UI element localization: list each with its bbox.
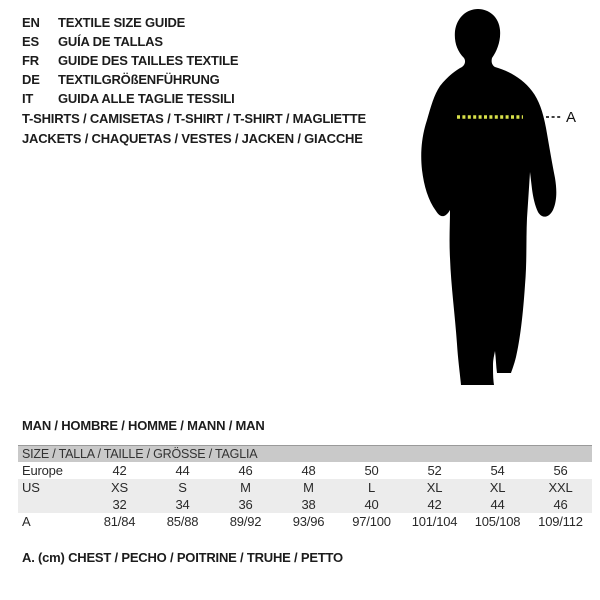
row-label: Europe [22,463,63,478]
size-value: 46 [553,497,568,512]
category-line: JACKETS / CHAQUETAS / VESTES / JACKEN / GIACCHE [22,131,363,146]
table-row [18,462,592,479]
table-row [18,479,592,496]
size-value: 34 [175,497,190,512]
row-label: A [22,514,31,529]
category-line: T-SHIRTS / CAMISETAS / T-SHIRT / T-SHIRT / MAGLIETTE [22,111,366,126]
row-label [18,496,88,513]
size-value: 105/108 [474,514,521,529]
size-value: 38 [301,497,316,512]
row-label: US [22,480,40,495]
guide-title: TEXTILE SIZE GUIDE [58,15,186,30]
size-value: XS [111,480,128,495]
size-table [18,445,592,530]
section-title: MAN / HOMBRE / HOMME / MANN / MAN [22,418,265,433]
size-value: S [178,480,187,495]
size-value: 40 [364,497,379,512]
size-value: 81/84 [103,514,136,529]
size-value: XXL [548,480,573,495]
size-value: 56 [553,463,568,478]
language-code: IT [22,91,34,106]
measurement-footnote: A. (cm) CHEST / PECHO / POITRINE / TRUHE / PETTO [22,550,343,565]
guide-title: GUIDA ALLE TAGLIE TESSILI [58,91,235,106]
size-value: 109/112 [538,514,583,529]
guide-title: TEXTILGRÖßENFÜHRUNG [58,72,220,87]
size-table-body [18,462,592,530]
man-silhouette-shape [421,9,556,385]
size-value: 50 [364,463,379,478]
language-code: DE [22,72,40,87]
size-value: 42 [112,463,127,478]
language-row [22,89,238,108]
size-value: 101/104 [411,514,458,529]
size-value: 54 [490,463,505,478]
size-value: 52 [427,463,442,478]
size-value: 93/96 [292,514,325,529]
language-code: EN [22,15,40,30]
size-value: M [303,480,314,495]
size-value: XL [489,480,506,495]
language-title-list [22,13,238,108]
size-value: 46 [238,463,253,478]
category-list [22,109,366,149]
size-value: 44 [490,497,505,512]
language-code: ES [22,34,39,49]
language-code: FR [22,53,39,68]
table-row [18,513,592,530]
size-value: 48 [301,463,316,478]
size-value: 85/88 [166,514,199,529]
language-row [22,32,238,51]
size-value: 36 [238,497,253,512]
size-value: 42 [427,497,442,512]
size-value: XL [426,480,443,495]
size-table-header: SIZE / TALLA / TAILLE / GRÖSSE / TAGLIA [18,445,592,462]
guide-title: GUIDE DES TAILLES TEXTILE [58,53,239,68]
size-value: 32 [112,497,127,512]
language-row [22,70,238,89]
size-value: M [240,480,251,495]
man-silhouette [400,0,600,400]
size-value: 97/100 [352,514,391,529]
size-value: 89/92 [229,514,262,529]
measurement-label-a: A [566,109,576,126]
table-row [18,496,592,513]
size-value: 44 [175,463,190,478]
language-row [22,13,238,32]
guide-title: GUÍA DE TALLAS [58,34,163,49]
language-row [22,51,238,70]
size-value: L [367,480,376,495]
